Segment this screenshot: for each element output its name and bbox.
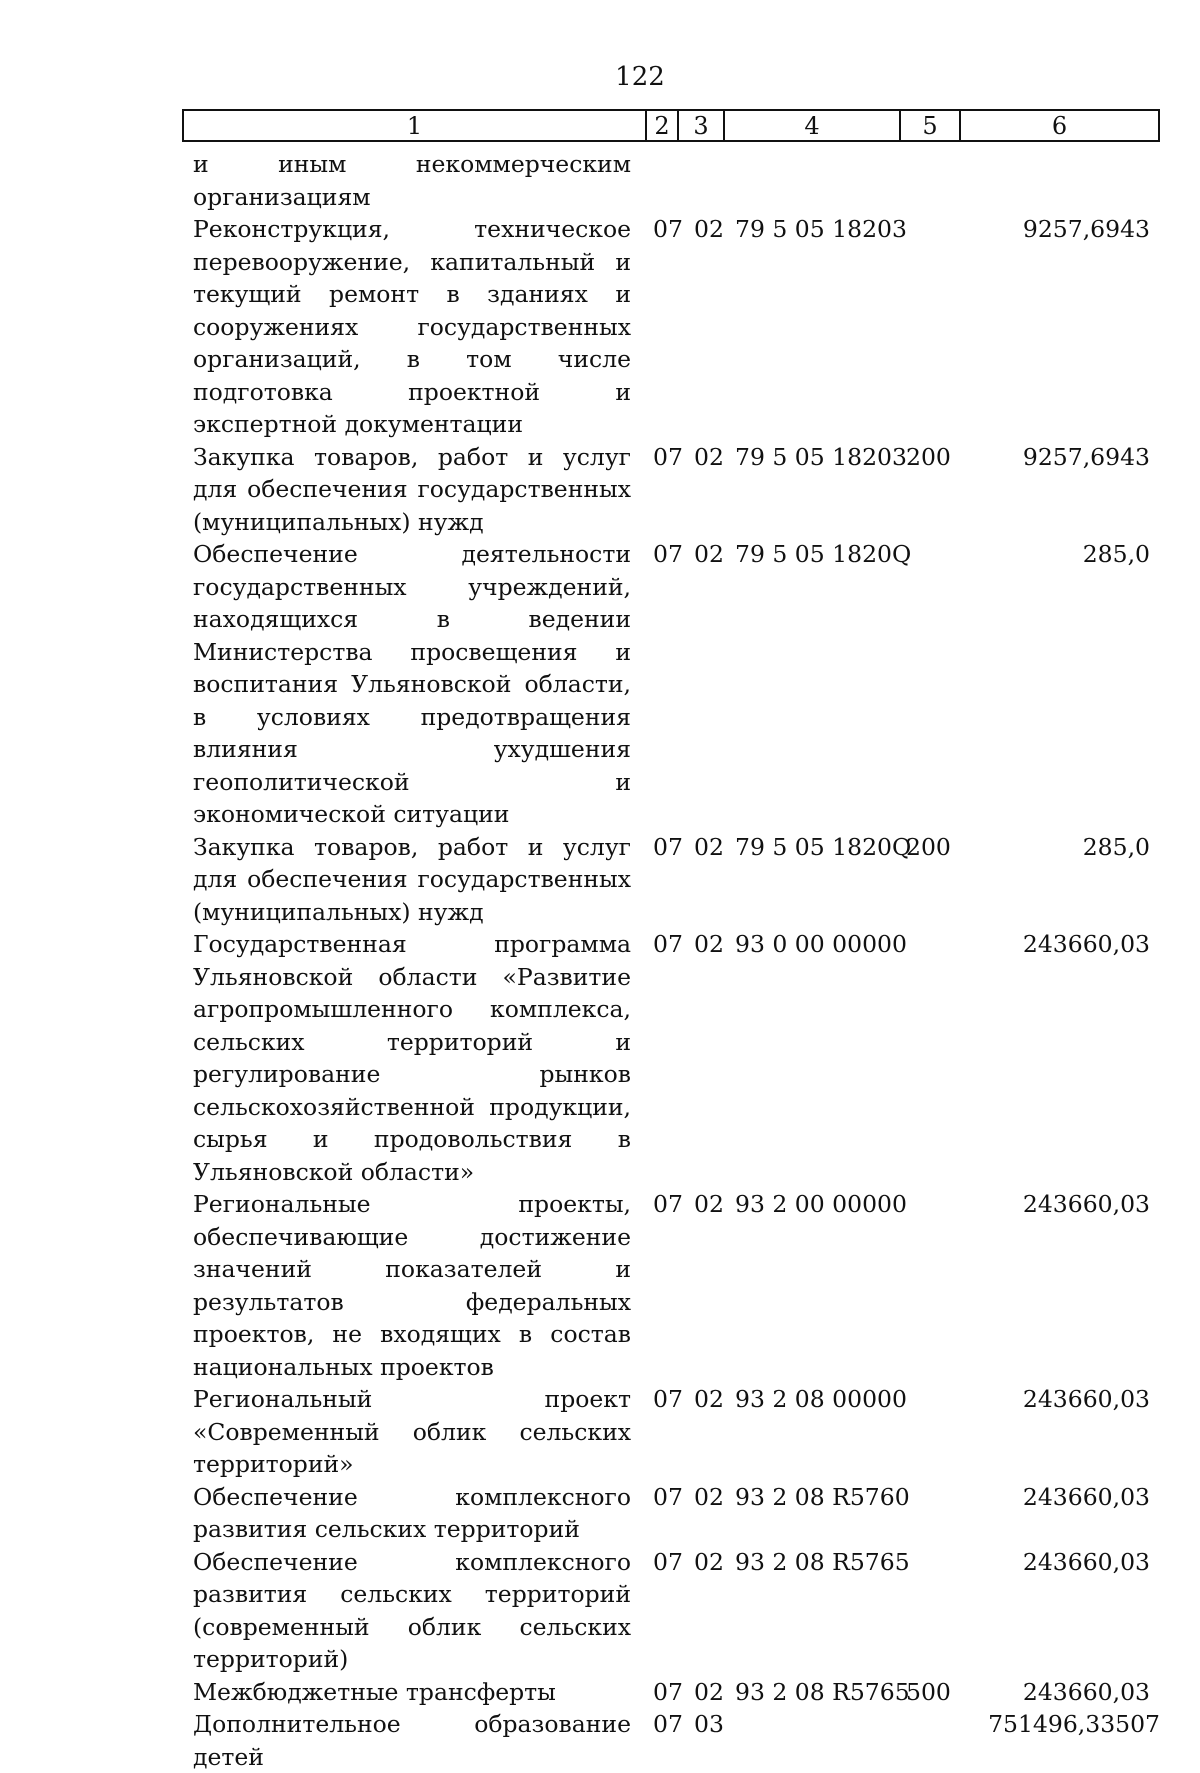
row-section: 07 [653,930,683,958]
row-section: 07 [653,540,683,568]
table-row [0,1708,1200,1773]
row-target-code: 93 2 08 00000 [735,1385,907,1413]
row-section: 07 [653,1547,683,1576]
row-amount: 243660,03 [1022,1385,1150,1413]
row-name: Региональный проект «Современный облик сельских территорий» [193,1385,631,1478]
row-section: 07 [653,1710,683,1738]
row-amount: 243660,03 [1022,1190,1150,1218]
row-subsection: 02 [694,1482,724,1511]
column-header-row [183,110,1159,141]
row-expense-type: 200 [906,832,951,861]
table-row [0,1383,1200,1481]
column-header-4: 4 [724,110,900,141]
row-target-code: 93 2 08 R5760 [735,1482,910,1511]
row-subsection: 02 [694,1190,724,1218]
row-name: Обеспечение деятельности государственных учреждений, находящихся в ведении Министерства просвещения и воспитания Ульяновской области, в условиях предотвращения влияния ухудшения геополитической и экономической ситуации [193,540,631,828]
row-subsection: 03 [694,1710,724,1738]
row-target-code: 93 2 00 00000 [735,1190,907,1218]
row-target-code: 79 5 05 1820Q [735,832,912,861]
row-name: и иным некоммерческим организациям [193,150,631,211]
row-amount: 243660,03 [1022,1547,1150,1576]
row-subsection: 02 [694,1547,724,1576]
row-target-code: 93 0 00 00000 [735,930,907,958]
row-expense-type: 200 [906,442,951,471]
table-row [0,148,1200,213]
row-target-code: 79 5 05 18203 [735,215,907,243]
row-section: 07 [653,215,683,243]
page-number: 122 [615,62,665,92]
row-name: Реконструкция, техническое перевооружение, капитальный и текущий ремонт в зданиях и сооружениях государственных организаций, в том числе подготовка проектной и экспертной документации [193,215,631,438]
table-row [0,1481,1200,1546]
table-row [0,1188,1200,1383]
row-target-code: 79 5 05 1820Q [735,540,912,568]
row-section: 07 [653,1482,683,1511]
row-amount: 285,0 [1082,540,1150,568]
row-name: Закупка товаров, работ и услуг для обеспечения государственных (муниципальных) нужд [193,832,631,926]
row-amount: 9257,6943 [1022,442,1150,471]
column-header-2: 2 [646,110,678,141]
row-amount: 285,0 [1082,832,1150,861]
table-row [0,538,1200,831]
row-name: Обеспечение комплексного развития сельских территорий [193,1482,631,1543]
table-row [0,928,1200,1188]
row-name: Межбюджетные трансферты [193,1677,556,1706]
row-subsection: 02 [694,215,724,243]
row-name: Государственная программа Ульяновской области «Развитие агропромышленного комплекса, сельских территорий и регулирование рынков сельскохозяйственной продукции, сырья и продовольствия в Ульяновской области» [193,930,631,1186]
row-amount: 243660,03 [1022,930,1150,958]
column-header-6: 6 [960,110,1159,141]
column-header-3: 3 [678,110,724,141]
table-row [0,831,1200,929]
column-header-table [182,109,1160,142]
table-row [0,1676,1200,1709]
row-subsection: 02 [694,442,724,471]
row-expense-type: 500 [906,1677,951,1706]
row-subsection: 02 [694,540,724,568]
table-row [0,441,1200,539]
table-row [0,213,1200,441]
row-section: 07 [653,1190,683,1218]
table-row [0,1546,1200,1676]
row-subsection: 02 [694,832,724,861]
row-amount: 243660,03 [1022,1677,1150,1706]
row-subsection: 02 [694,1385,724,1413]
row-target-code: 79 5 05 18203 [735,442,907,471]
row-subsection: 02 [694,1677,724,1706]
row-target-code: 93 2 08 R5765 [735,1677,910,1706]
row-amount: 9257,6943 [1022,215,1150,243]
row-subsection: 02 [694,930,724,958]
column-header-5: 5 [900,110,960,141]
column-header-1: 1 [183,110,646,141]
row-amount: 243660,03 [1022,1482,1150,1511]
row-section: 07 [653,832,683,861]
row-amount: 751496,33507 [988,1710,1160,1738]
row-name: Обеспечение комплексного развития сельских территорий (современный облик сельских территорий) [193,1547,631,1673]
row-section: 07 [653,442,683,471]
row-target-code: 93 2 08 R5765 [735,1547,910,1576]
budget-table-body [0,148,1200,1773]
row-name: Региональные проекты, обеспечивающие достижение значений показателей и результатов федеральных проектов, не входящих в состав национальных проектов [193,1190,631,1381]
row-name: Закупка товаров, работ и услуг для обеспечения государственных (муниципальных) нужд [193,442,631,536]
row-name: Дополнительное образование детей [193,1710,631,1771]
row-section: 07 [653,1385,683,1413]
row-section: 07 [653,1677,683,1706]
